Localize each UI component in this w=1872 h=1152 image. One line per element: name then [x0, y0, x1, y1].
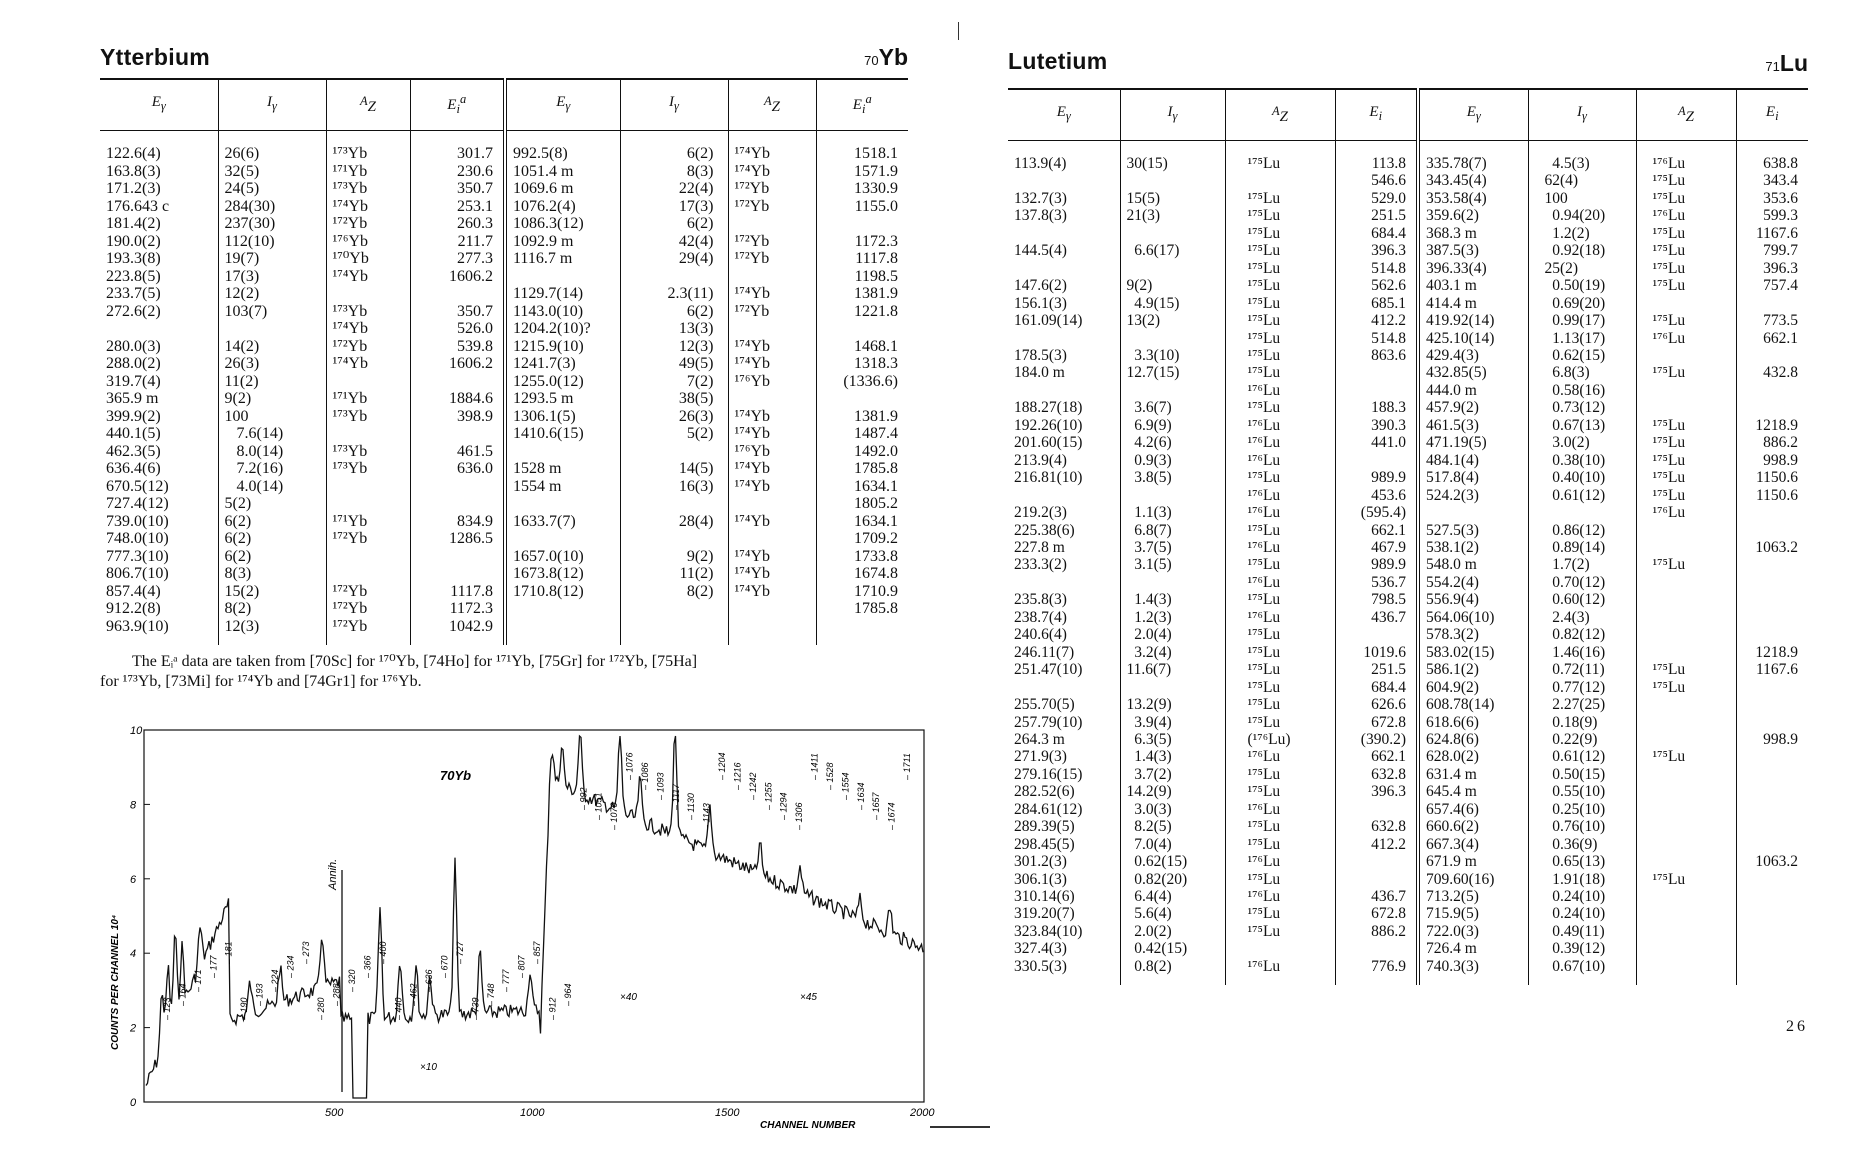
peak-label: – 171	[192, 969, 203, 992]
gamma-spectrum-figure	[100, 720, 935, 1131]
x-tick-label: 500	[325, 1107, 344, 1119]
peak-label: – 964	[562, 983, 573, 1006]
col-header-energy: $E_\gamma$	[1008, 89, 1120, 141]
peak-label: – 462	[408, 983, 419, 1006]
level-column: 301.7 230.6 350.7 253.1 260.3 211.7 277.3 1606.2 350.7 526.0 539.8 1606.2 1884.6 398.9 461.5 636.0 834.9 1286.5 1117.8 1172.3 1042.9	[410, 131, 505, 646]
nuclide-column: ¹⁷³Yb ¹⁷¹Yb ¹⁷³Yb ¹⁷⁴Yb ¹⁷²Yb ¹⁷⁶Yb ¹⁷⁰Yb ¹⁷⁴Yb ¹⁷³Yb ¹⁷⁴Yb ¹⁷²Yb ¹⁷⁴Yb ¹⁷¹Yb ¹⁷³Yb ¹⁷³Yb ¹⁷³Yb ¹⁷¹Yb ¹⁷²Yb ¹⁷²Yb ¹⁷²Yb ¹⁷²Yb	[326, 131, 410, 646]
peak-label: – 636	[424, 969, 435, 992]
peak-label: – 1076	[624, 752, 635, 780]
intensity-column-2: 6(2) 8(3) 22(4) 17(3) 6(2) 42(4) 29(4) 2.3(11) 6(2) 13(3) 12(3) 49(5) 7(2) 38(5) 26(3) 5(2) 14(5) 16(3) 28(4) 9(2) 11(2) 8(2)	[620, 131, 728, 646]
energy-column: 122.6(4) 163.8(3) 171.2(3) 176.643 c 181.4(2) 190.0(2) 193.3(8) 223.8(5) 233.7(5) 272.6(2) 280.0(3) 288.0(2) 319.7(4) 365.9 m 399.9(2) 440.1(5) 462.3(5) 636.4(6) 670.5(12) 727.4(12) 739.0(10) 748.0(10) 777.3(10) 806.7(10) 857.4(4) 912.2(8) 963.9(10)	[106, 145, 170, 635]
lutetium-gamma-table	[1008, 88, 1808, 985]
peak-label: – 190	[239, 997, 250, 1020]
element-symbol: 70Yb	[864, 44, 908, 70]
peak-label: – 1117	[670, 783, 681, 810]
peak-label: – 1051	[593, 792, 604, 820]
intensity-column: 30(15) 15(5) 21(3) 6.6(17) 9(2) 4.9(15) 13(2) 3.3(10) 12.7(15) 3.6(7) 6.9(9) 4.2(6) 0.9(3) 3.8(5) 1.1(3) 6.8(7) 3.7(5) 3.1(5) 1.4(3) 1.2(3) 2.0(4) 3.2(4) 11.6(7) 13.2(9) 3.9(4) 6.3(5) 1.4(3) 3.7(2) 14.2(9) 3.0(3) 8.2(5) 7.0(4) 0.62(15) 0.82(20) 6.4(4) 5.6(4) 2.0(2) 0.42(15) 0.8(2)	[1120, 141, 1225, 986]
intensity-column: 26(6) 32(5) 24(5) 284(30) 237(30) 112(10) 19(7) 17(3) 12(2) 103(7) 14(2) 26(3) 11(2) 9(2) 100 7.6(14) 8.0(14) 7.2(16) 4.0(14) 5(2) 6(2) 6(2) 6(2) 8(3) 15(2) 8(2) 12(3)	[218, 131, 326, 646]
y-axis-ticks	[129, 725, 150, 1109]
peak-label: – 1143	[701, 803, 712, 830]
peak-label: – 440	[393, 997, 404, 1020]
y-tick-label: 6	[130, 873, 137, 886]
peak-label: – 1204	[717, 752, 727, 780]
col-header-energy: $E_\gamma$	[100, 79, 218, 131]
peak-label: – 1711	[902, 753, 912, 780]
peak-label: – 224	[269, 969, 280, 992]
scale-label: ×40	[620, 992, 637, 1003]
peak-label: – 1255	[763, 782, 774, 810]
peak-label: – 912	[547, 997, 558, 1020]
spectrum-trace	[146, 736, 923, 1098]
y-tick-label: 2	[130, 1022, 137, 1035]
col-header-level: $E_i^a$	[410, 79, 505, 131]
y-tick-label: 0	[130, 1097, 137, 1109]
peak-label: – 234	[285, 955, 296, 978]
col-header-intensity: $I_\gamma$	[218, 79, 326, 131]
spectrum-element-label: 70Yb	[440, 768, 472, 783]
peak-label: – 992	[578, 787, 589, 810]
y-tick-label: 8	[130, 799, 137, 812]
peak-label: – 1093	[655, 772, 666, 800]
col-header-nuclide: $^A$Z	[326, 79, 410, 131]
peak-label: – 1306	[794, 802, 805, 830]
peak-label: – 193	[254, 983, 265, 1006]
footnote	[100, 652, 908, 692]
element-symbol: 71Lu	[1765, 50, 1808, 76]
nuclide-column-2: ¹⁷⁴Yb ¹⁷⁴Yb ¹⁷²Yb ¹⁷²Yb ¹⁷²Yb ¹⁷²Yb ¹⁷⁴Yb ¹⁷²Yb ¹⁷⁴Yb ¹⁷⁴Yb ¹⁷⁶Yb ¹⁷⁴Yb ¹⁷⁴Yb ¹⁷⁶Yb ¹⁷⁴Yb ¹⁷⁴Yb ¹⁷⁴Yb ¹⁷⁴Yb ¹⁷⁴Yb ¹⁷⁴Yb	[728, 131, 816, 646]
scale-label: ×45	[800, 992, 817, 1003]
footnote-line-1: The Eᵢᵃ data are taken from [70Sc] for ¹⁷⁰Yb, [74Ho] for ¹⁷¹Yb, [75Gr] for ¹⁷²Yb, [75Ha]	[132, 653, 698, 670]
gutter-bottom-mark	[930, 1126, 990, 1128]
nuclide-column-2: ¹⁷⁶Lu ¹⁷⁵Lu ¹⁷⁵Lu ¹⁷⁶Lu ¹⁷⁵Lu ¹⁷⁵Lu ¹⁷⁵Lu ¹⁷⁵Lu ¹⁷⁵Lu ¹⁷⁶Lu ¹⁷⁵Lu ¹⁷⁵Lu ¹⁷⁵Lu ¹⁷⁵Lu ¹⁷⁵Lu ¹⁷⁵Lu ¹⁷⁶Lu ¹⁷⁵Lu ¹⁷⁵Lu ¹⁷⁵Lu ¹⁷⁵Lu ¹⁷⁵Lu	[1636, 141, 1736, 986]
col-header-nuclide-2: $^A$Z	[1636, 89, 1736, 141]
col-header-intensity-2: $I_\gamma$	[620, 79, 728, 131]
peak-label: – 280	[316, 997, 327, 1020]
y-tick-label: 4	[130, 948, 137, 961]
table-header-row	[100, 79, 908, 131]
footnote-line-2: for ¹⁷³Yb, [73Mi] for ¹⁷⁴Yb and [74Gr1] for ¹⁷⁶Yb.	[100, 673, 422, 690]
col-header-level-2: $E_i^a$	[816, 79, 908, 131]
table-header-row	[1008, 89, 1808, 141]
level-column-2: 1518.1 1571.9 1330.9 1155.0 1172.3 1117.8 1198.5 1381.9 1221.8 1468.1 1318.3 (1336.6) 1381.9 1487.4 1492.0 1785.8 1634.1 1805.2 1634.1 1709.2 1733.8 1674.8 1710.9 1785.8	[816, 131, 908, 646]
peak-label: – 1130	[686, 793, 697, 820]
peak-label: – 1086	[639, 762, 650, 790]
peak-label: – 807	[516, 955, 527, 978]
col-header-intensity: $I_\gamma$	[1120, 89, 1225, 141]
table-body-row	[1008, 141, 1808, 986]
gutter-mark	[958, 22, 959, 40]
peak-label: – 727	[454, 941, 465, 964]
scale-label: ×10	[420, 1062, 437, 1073]
peak-label: – 366	[362, 955, 373, 978]
peak-label: – 777	[501, 969, 512, 992]
element-title: Lutetium	[1008, 48, 1108, 74]
peak-label: – 123	[162, 997, 172, 1020]
level-column: 113.8 546.6 529.0 251.5 684.4 396.3 514.8 562.6 685.1 412.2 514.8 863.6 188.3 390.3 441.0 989.9 453.6 (595.4) 662.1 467.9 989.9 536.7 798.5 436.7 1019.6 251.5 684.4 626.6 672.8 (390.2) 662.1 632.8 396.3 632.8 412.2 436.7 672.8 886.2 776.9	[1335, 141, 1418, 986]
table-body-row	[100, 131, 908, 646]
peak-label: – 739	[470, 997, 481, 1020]
energy-column-2: 335.78(7) 343.45(4) 353.58(4) 359.6(2) 368.3 m 387.5(3) 396.33(4) 403.1 m 414.4 m 419.92(14) 425.10(14) 429.4(3) 432.85(5) 444.0 m 457.9(2) 461.5(3) 471.19(5) 484.1(4) 517.8(4) 524.2(3) 527.5(3) 538.1(2) 548.0 m 554.2(4) 556.9(4) 564.06(10) 578.3(2) 583.02(15) 586.1(2) 604.9(2) 608.78(14) 618.6(6) 624.8(6) 628.0(2) 631.4 m 645.4 m 657.4(6) 660.6(2) 667.3(4) 671.9 m 709.60(16) 713.2(5) 715.9(5) 722.0(3) 726.4 m 740.3(3)	[1418, 141, 1528, 986]
energy-column-2: 992.5(8) 1051.4 m 1069.6 m 1076.2(4) 1086.3(12) 1092.9 m 1116.7 m 1129.7(14) 1143.0(10) 1204.2(10)? 1215.9(10) 1241.7(3) 1255.0(12) 1293.5 m 1306.1(5) 1410.6(15) 1528 m 1554 m 1633.7(7) 1657.0(10) 1673.8(12) 1710.8(12)	[505, 131, 620, 646]
y-tick-label: 10	[130, 725, 143, 737]
x-tick-label: 2000	[910, 1107, 935, 1119]
x-axis-label: CHANNEL NUMBER	[760, 1120, 856, 1131]
peak-label: – 273	[300, 941, 311, 964]
energy-column: 113.9(4) 132.7(3) 137.8(3) 144.5(4) 147.6(2) 156.1(3) 161.09(14) 178.5(3) 184.0 m 188.27(18) 192.26(10) 201.60(15) 213.9(4) 216.81(10) 219.2(3) 225.38(6) 227.8 m 233.3(2) 235.8(3) 238.7(4) 240.6(4) 246.11(7) 251.47(10) 255.70(5) 257.79(10) 264.3 m 271.9(3) 279.16(15) 282.52(6) 284.61(12) 289.39(5) 298.45(5) 301.2(3) 306.1(3) 310.14(6) 319.20(7) 323.84(10) 327.4(3) 330.5(3)	[1014, 155, 1083, 975]
col-header-energy-2: $E_\gamma$	[1418, 89, 1528, 141]
peak-label: – 670	[439, 955, 450, 978]
element-title: Ytterbium	[100, 44, 211, 70]
peak-label: – 857	[532, 941, 542, 964]
spectrum-frame	[144, 730, 924, 1102]
peak-label: – 288	[331, 983, 342, 1006]
peak-label: – 1242	[747, 772, 758, 800]
peak-label: – 1657	[871, 792, 882, 820]
level-column-2: 638.8 343.4 353.6 599.3 1167.6 799.7 396.3 757.4 773.5 662.1 432.8 1218.9 886.2 998.9 1150.6 1150.6 1063.2 1218.9 1167.6 998.9 1063.2	[1736, 141, 1808, 986]
peak-label: – 1070	[609, 802, 620, 830]
annihilation-label: Annih.	[327, 858, 339, 890]
peak-label: – 181	[223, 941, 234, 964]
col-header-intensity-2: $I_\gamma$	[1528, 89, 1636, 141]
peak-label: – 400	[377, 941, 388, 964]
peak-label: – 1674	[886, 802, 897, 830]
nuclide-column: ¹⁷⁵Lu ¹⁷⁵Lu ¹⁷⁵Lu ¹⁷⁵Lu ¹⁷⁵Lu ¹⁷⁵Lu ¹⁷⁵Lu ¹⁷⁵Lu ¹⁷⁵Lu ¹⁷⁵Lu ¹⁷⁵Lu ¹⁷⁵Lu ¹⁷⁶Lu ¹⁷⁵Lu ¹⁷⁶Lu ¹⁷⁶Lu ¹⁷⁶Lu ¹⁷⁵Lu ¹⁷⁶Lu ¹⁷⁶Lu ¹⁷⁵Lu ¹⁷⁶Lu ¹⁷⁵Lu ¹⁷⁶Lu ¹⁷⁵Lu ¹⁷⁶Lu ¹⁷⁵Lu ¹⁷⁵Lu ¹⁷⁵Lu ¹⁷⁵Lu ¹⁷⁵Lu ¹⁷⁵Lu (¹⁷⁶Lu) ¹⁷⁶Lu ¹⁷⁵Lu ¹⁷⁵Lu ¹⁷⁶Lu ¹⁷⁵Lu ¹⁷⁵Lu ¹⁷⁶Lu ¹⁷⁵Lu ¹⁷⁶Lu ¹⁷⁵Lu ¹⁷⁵Lu ¹⁷⁶Lu	[1225, 141, 1335, 986]
peak-label: – 1411	[809, 753, 820, 780]
peak-label: – 1216	[732, 762, 743, 790]
y-axis-label: COUNTS PER CHANNEL 10⁴	[110, 914, 121, 1050]
peak-label: – 320	[347, 969, 357, 992]
intensity-column-2: 4.5(3) 62(4) 100 0.94(20) 1.2(2) 0.92(18) 25(2) 0.50(19) 0.69(20) 0.99(17) 1.13(17) 0.62(15) 6.8(3) 0.58(16) 0.73(12) 0.67(13) 3.0(2) 0.38(10) 0.40(10) 0.61(12) 0.86(12) 0.89(14) 1.7(2) 0.70(12) 0.60(12) 2.4(3) 0.82(12) 1.46(16) 0.72(11) 0.77(12) 2.27(25) 0.18(9) 0.22(9) 0.61(12) 0.50(15) 0.55(10) 0.25(10) 0.76(10) 0.36(9) 0.65(13) 1.91(18) 0.24(10) 0.24(10) 0.49(11) 0.39(12) 0.67(10)	[1528, 141, 1636, 986]
ytterbium-gamma-table	[100, 78, 908, 645]
col-header-level: $E_i$	[1335, 89, 1418, 141]
x-tick-label: 1000	[520, 1107, 545, 1119]
peak-label: – 1528	[824, 762, 835, 790]
peak-label: – 1294	[778, 792, 789, 820]
x-tick-label: 1500	[715, 1107, 740, 1119]
peak-labels	[162, 752, 912, 1021]
peak-label: – 1634	[855, 782, 866, 810]
col-header-nuclide: $^A$Z	[1225, 89, 1335, 141]
peak-label: – 1554	[840, 772, 851, 800]
col-header-energy-2: $E_\gamma$	[505, 79, 620, 131]
x-axis-ticks	[325, 1107, 935, 1119]
peak-label: – 177	[208, 955, 219, 978]
page-number: 26	[1786, 1018, 1808, 1035]
peak-label: – 748	[485, 983, 496, 1006]
col-header-nuclide-2: $^A$Z	[728, 79, 816, 131]
col-header-level-2: $E_i$	[1736, 89, 1808, 141]
peak-label: – 164	[177, 983, 188, 1006]
